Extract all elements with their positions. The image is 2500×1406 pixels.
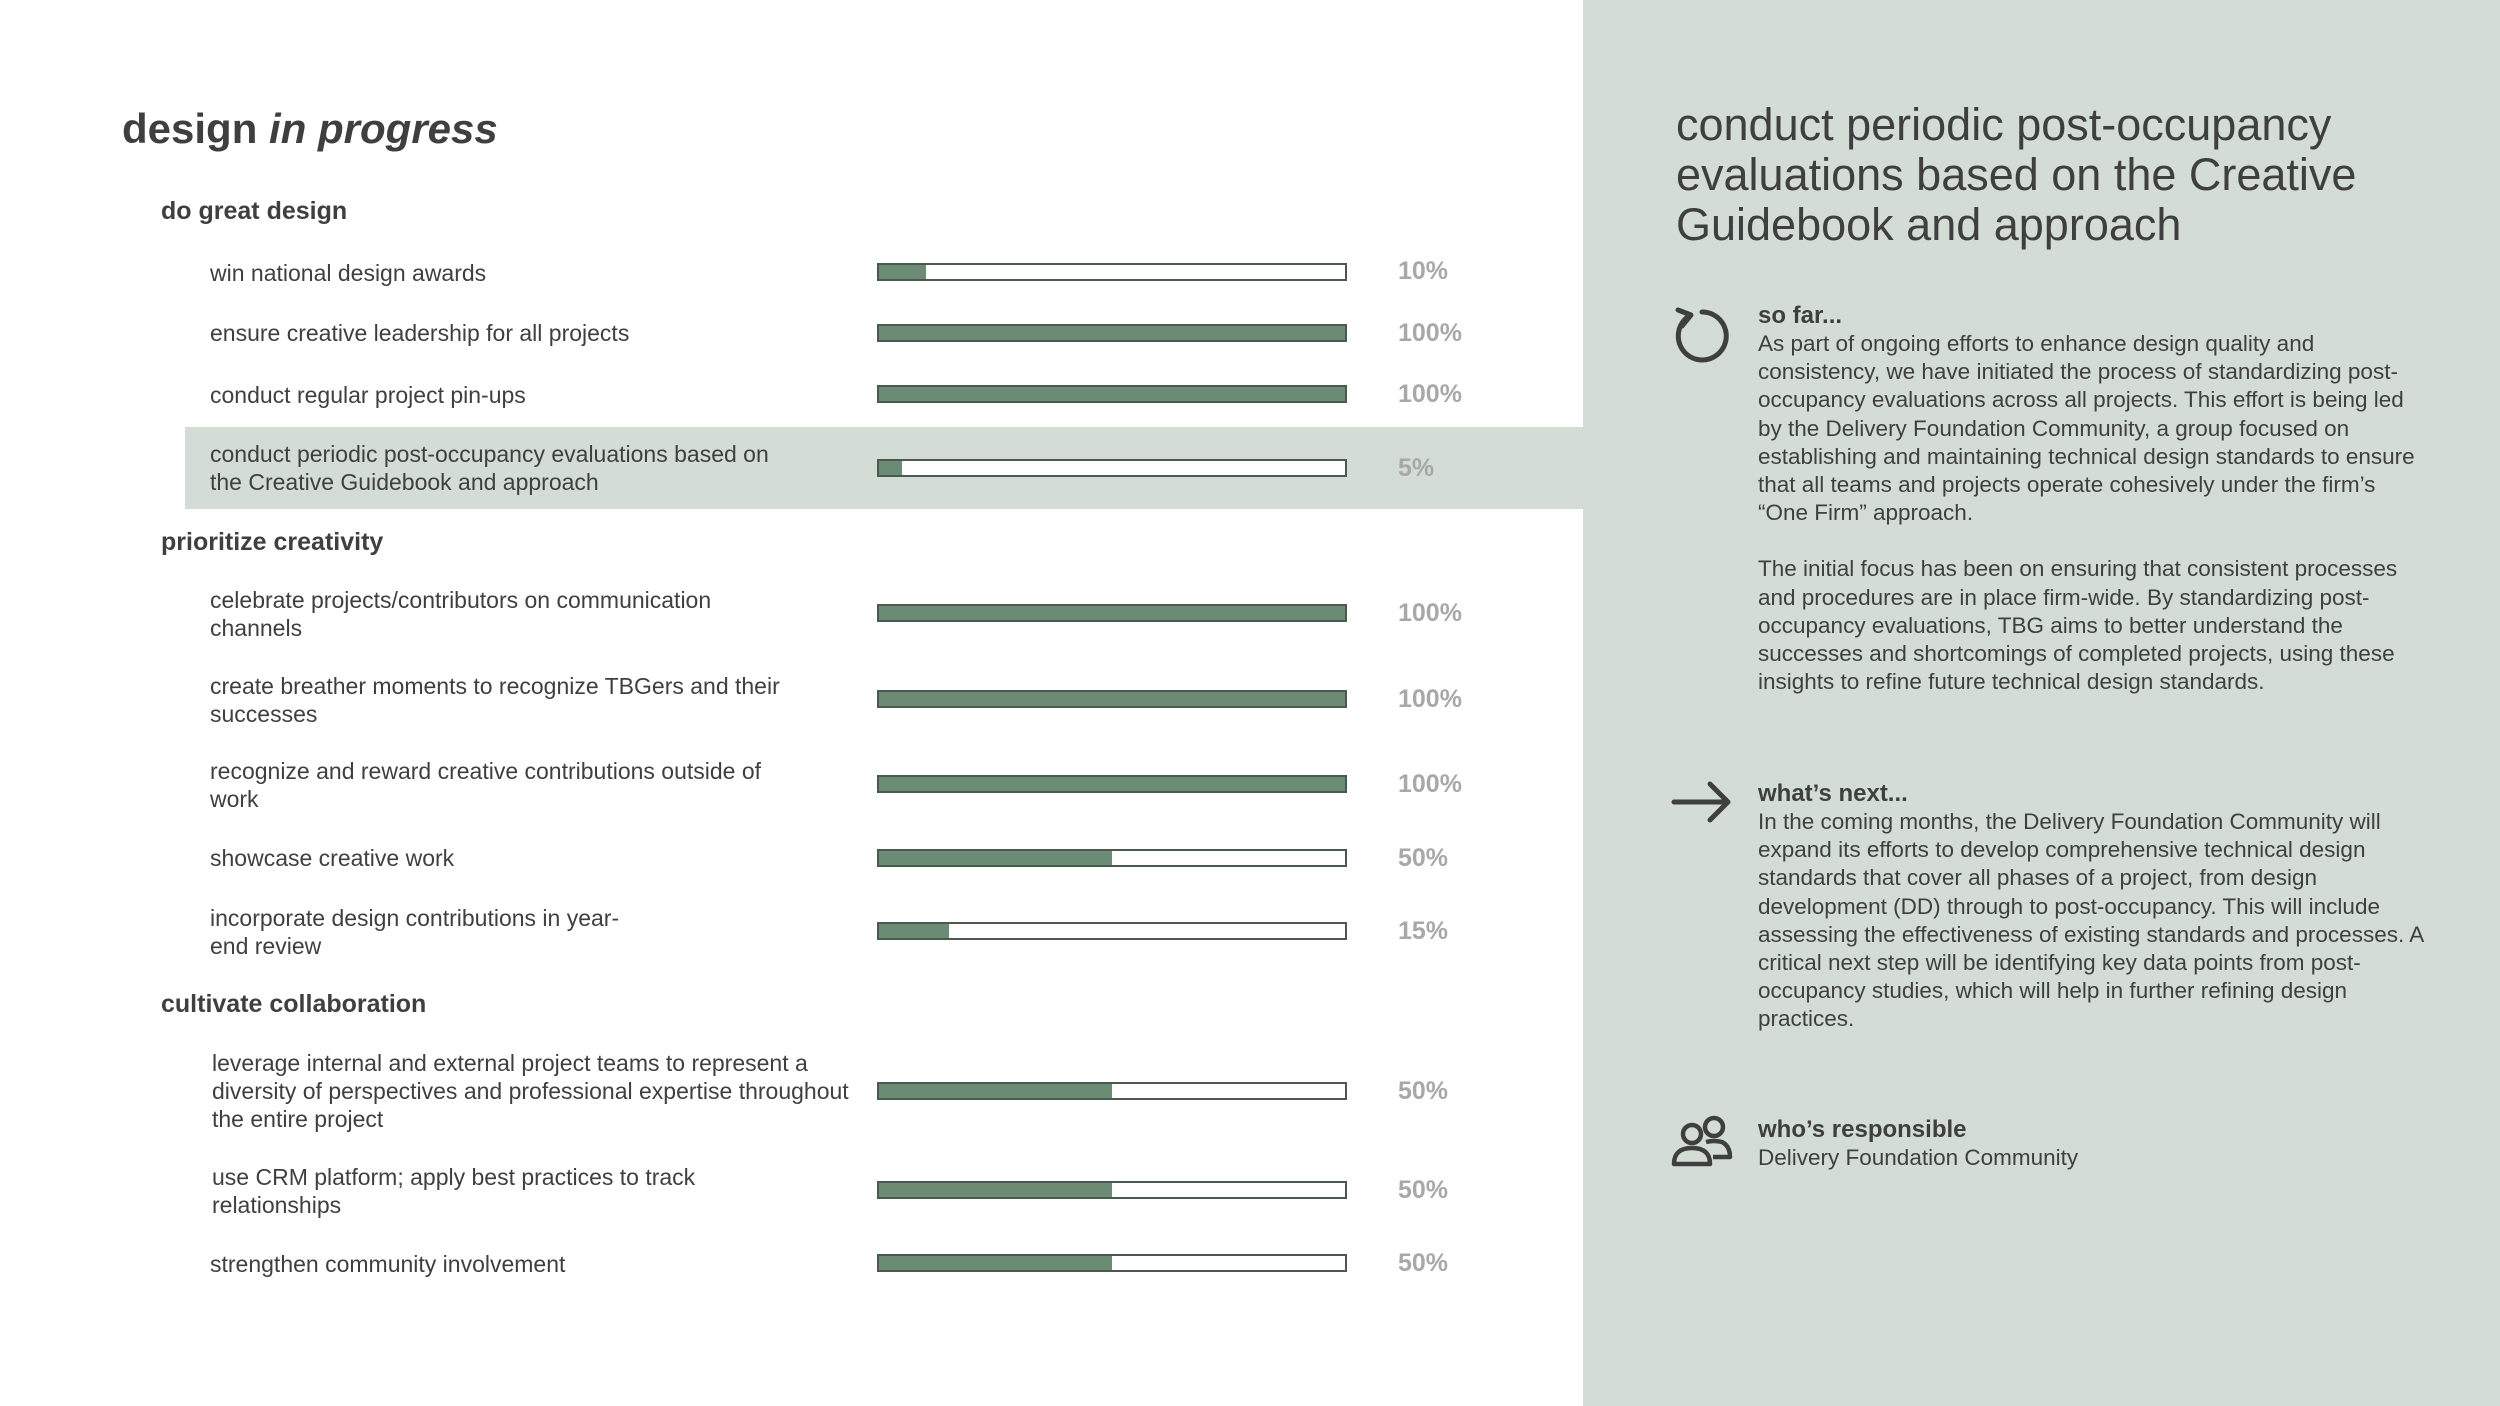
- progress-bar-fill: [879, 326, 1345, 340]
- progress-bar-fill: [879, 777, 1345, 791]
- progress-bar-fill: [879, 461, 902, 475]
- progress-percent: 50%: [1398, 1249, 1449, 1277]
- progress-percent: 5%: [1398, 454, 1435, 482]
- progress-bar: [877, 385, 1347, 403]
- progress-bar-fill: [879, 265, 926, 279]
- progress-percent: 100%: [1398, 599, 1462, 627]
- goal-label: celebrate projects/contributors on communication channels: [210, 587, 712, 641]
- page-title-italic: in progress: [269, 105, 498, 152]
- progress-percent: 100%: [1398, 685, 1462, 713]
- progress-bar: [877, 1181, 1347, 1199]
- progress-bar: [877, 922, 1347, 940]
- progress-bar-fill: [879, 692, 1345, 706]
- goal-label: leverage internal and external project teams to represent a diversity of perspectives and professional expertise throughout the entire project: [212, 1050, 849, 1132]
- detail-title: conduct periodic post-occupancy evaluations based on the Creative Guidebook and approach: [1676, 99, 2357, 250]
- group-heading-cultivate-collaboration: cultivate collaboration: [161, 990, 427, 1018]
- so-far-heading: so far...: [1758, 302, 1843, 329]
- goal-label: strengthen community involvement: [210, 1251, 566, 1277]
- progress-bar: [877, 263, 1347, 281]
- progress-bar: [877, 1082, 1347, 1100]
- progress-bar: [877, 324, 1347, 342]
- responsible-heading: who’s responsible: [1758, 1116, 1967, 1143]
- group-heading-prioritize-creativity: prioritize creativity: [161, 528, 384, 556]
- goal-label: conduct regular project pin-ups: [210, 382, 526, 408]
- so-far-body: [1758, 330, 2430, 696]
- so-far-paragraph: The initial focus has been on ensuring that consistent processes and procedures are in place firm-wide. By standardizing post-occupancy evaluations, TBG aims to better understand the successes and shortcomings of completed projects, using these insights to refine future technical design standards.: [1758, 556, 2398, 695]
- whats-next-body: In the coming months, the Delivery Foundation Community will expand its efforts to develop comprehensive technical design standards that cover all phases of a project, from design development (DD) through to post-occupancy. This will include assessing the effectiveness of existing standards and processes. A critical next step will be identifying key data points from post-occupancy studies, which will help in further refining design practices.: [1758, 809, 2423, 1032]
- progress-bar-fill: [879, 1256, 1112, 1270]
- goal-label: win national design awards: [210, 260, 487, 286]
- progress-bar-fill: [879, 606, 1345, 620]
- page-title-plain: design: [122, 105, 258, 152]
- goal-label: conduct periodic post-occupancy evaluations based on the Creative Guidebook and approach: [210, 441, 769, 495]
- goal-label: use CRM platform; apply best practices to track relationships: [212, 1164, 696, 1218]
- whats-next-heading: what’s next...: [1758, 780, 1908, 807]
- progress-bar: [877, 459, 1347, 477]
- progress-percent: 50%: [1398, 1077, 1449, 1105]
- page-title: [122, 105, 498, 153]
- progress-percent: 15%: [1398, 917, 1449, 945]
- progress-bar-fill: [879, 851, 1112, 865]
- progress-bar: [877, 604, 1347, 622]
- progress-bar: [877, 1254, 1347, 1272]
- goal-label: showcase creative work: [210, 845, 455, 871]
- progress-percent: 100%: [1398, 380, 1462, 408]
- group-heading-do-great-design: do great design: [161, 197, 348, 225]
- goal-label: create breather moments to recognize TBGers and their successes: [210, 673, 780, 727]
- people-icon: [1670, 1112, 1734, 1176]
- progress-percent: 50%: [1398, 844, 1449, 872]
- progress-bar-fill: [879, 1183, 1112, 1197]
- progress-bar-fill: [879, 1084, 1112, 1098]
- progress-bar-fill: [879, 924, 949, 938]
- progress-bar: [877, 849, 1347, 867]
- so-far-paragraph: As part of ongoing efforts to enhance design quality and consistency, we have initiated the process of standardizing post-occupancy evaluations across all projects. This effort is being led by the Delivery Foundation Community, a group focused on establishing and maintaining technical design standards to ensure that all teams and projects operate cohesively under the firm’s “One Firm” approach.: [1758, 331, 2415, 526]
- progress-bar: [877, 775, 1347, 793]
- goal-label: incorporate design contributions in year-end review: [210, 905, 620, 959]
- progress-percent: 100%: [1398, 770, 1462, 798]
- progress-percent: 10%: [1398, 257, 1449, 285]
- progress-bar-fill: [879, 387, 1345, 401]
- responsible-body: Delivery Foundation Community: [1758, 1145, 2079, 1170]
- progress-percent: 100%: [1398, 319, 1462, 347]
- goal-label: recognize and reward creative contributions outside of work: [210, 758, 762, 812]
- refresh-icon: [1670, 302, 1734, 366]
- progress-percent: 50%: [1398, 1176, 1449, 1204]
- arrow-right-icon: [1670, 770, 1734, 834]
- goal-label: ensure creative leadership for all projects: [210, 320, 630, 346]
- progress-bar: [877, 690, 1347, 708]
